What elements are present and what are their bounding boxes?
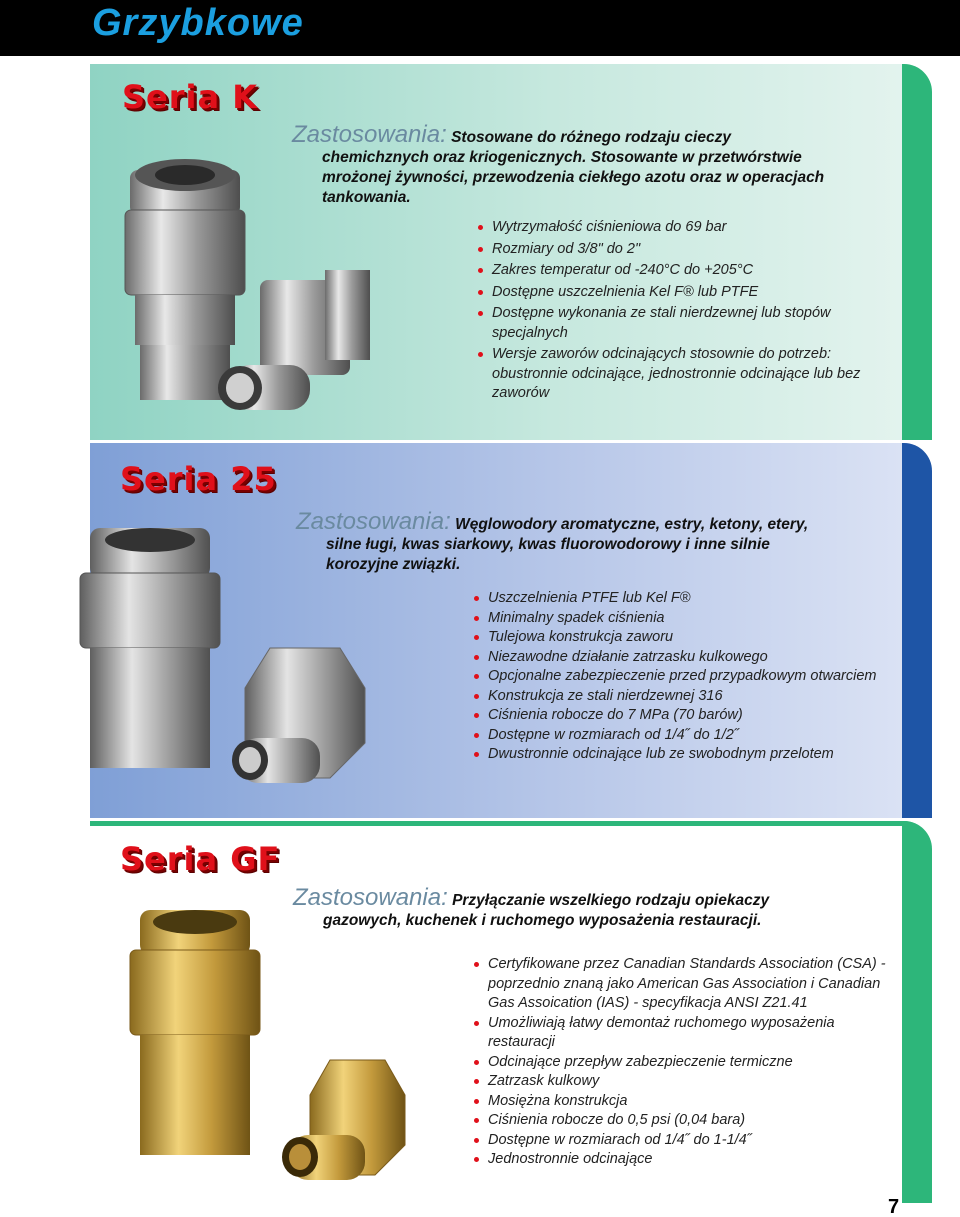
list-item: Certyfikowane przez Canadian Standards Association (CSA) - poprzednio znaną jako American Gas Association i Canadian Gas Assoication (IAS) - specyfikacja ANSI Z21.41 — [474, 955, 894, 1014]
page-number: 7 — [888, 1196, 900, 1217]
applications-line: silne ługi, kwas siarkowy, kwas fluorowodorowy i inne silnie — [326, 536, 770, 553]
applications-line: gazowych, kuchenek i ruchomego wyposażenia restauracji. — [323, 912, 762, 929]
list-item: Niezawodne działanie zatrzasku kulkowego — [474, 648, 894, 668]
section-title: Seria K — [122, 78, 259, 116]
applications-text — [292, 121, 852, 208]
list-item: Rozmiary od 3/8" do 2" — [478, 240, 868, 260]
list-item: Dwustronnie odcinające lub ze swobodnym przelotem — [474, 745, 894, 765]
page-header — [0, 0, 960, 56]
coupler-photo-gf — [115, 910, 415, 1210]
applications-label: Zastosowania: — [296, 508, 451, 535]
list-item: Konstrukcja ze stali nierdzewnej 316 — [474, 687, 894, 707]
applications-line: mrożonej żywności, przewodzenia ciekłego azotu oraz w operacjach — [322, 169, 825, 186]
list-item: Dostępne wykonania ze stali nierdzewnej lub stopów specjalnych — [478, 304, 868, 343]
list-item: Dostępne w rozmiarach od 1/4˝ do 1/2˝ — [474, 726, 894, 746]
list-item: Opcjonalne zabezpieczenie przed przypadkowym otwarciem — [474, 667, 894, 687]
list-item: Dostępne uszczelnienia Kel F® lub PTFE — [478, 283, 868, 303]
applications-line: Przyłączanie wszelkiego rodzaju opiekaczy — [452, 892, 770, 909]
section-side-bar — [902, 443, 932, 818]
list-item: Umożliwiają łatwy demontaż ruchomego wyposażenia restauracji — [474, 1014, 894, 1053]
feature-list — [474, 955, 894, 1170]
list-item: Dostępne w rozmiarach od 1/4˝ do 1-1/4˝ — [474, 1131, 894, 1151]
applications-line: tankowania. — [322, 189, 411, 206]
list-item: Minimalny spadek ciśnienia — [474, 609, 894, 629]
applications-text — [296, 508, 876, 575]
list-item: Odcinające przepływ zabezpieczenie termiczne — [474, 1053, 894, 1073]
section-title: Seria 25 — [120, 460, 277, 498]
list-item: Tulejowa konstrukcja zaworu — [474, 628, 894, 648]
feature-list — [474, 589, 894, 765]
list-item: Wersje zaworów odcinających stosownie do potrzeb: obustronnie odcinające, jednostronnie odcinające lub bez zaworów — [478, 345, 868, 404]
applications-label: Zastosowania: — [293, 884, 448, 911]
list-item: Wytrzymałość ciśnieniowa do 69 bar — [478, 218, 868, 238]
applications-label: Zastosowania: — [292, 121, 447, 148]
applications-line: Węglowodory aromatyczne, estry, ketony, etery, — [455, 516, 809, 533]
list-item: Ciśnienia robocze do 0,5 psi (0,04 bara) — [474, 1111, 894, 1131]
header-title: Grzybkowe — [92, 2, 304, 44]
applications-line: Stosowane do różnego rodzaju cieczy — [451, 129, 731, 146]
applications-line: chemichznych oraz kriogenicznych. Stosowante w przetwórstwie — [322, 149, 802, 166]
list-item: Zakres temperatur od -240°C do +205°C — [478, 261, 868, 281]
list-item: Jednostronnie odcinające — [474, 1150, 894, 1170]
section-title: Seria GF — [120, 840, 281, 878]
list-item: Mosiężna konstrukcja — [474, 1092, 894, 1112]
list-item: Uszczelnienia PTFE lub Kel F® — [474, 589, 894, 609]
applications-line: korozyjne związki. — [326, 556, 461, 573]
list-item: Zatrzask kulkowy — [474, 1072, 894, 1092]
list-item: Ciśnienia robocze do 7 MPa (70 barów) — [474, 706, 894, 726]
feature-list — [478, 218, 868, 406]
applications-text — [293, 884, 853, 931]
section-side-bar — [902, 821, 932, 1203]
section-side-bar — [902, 64, 932, 440]
